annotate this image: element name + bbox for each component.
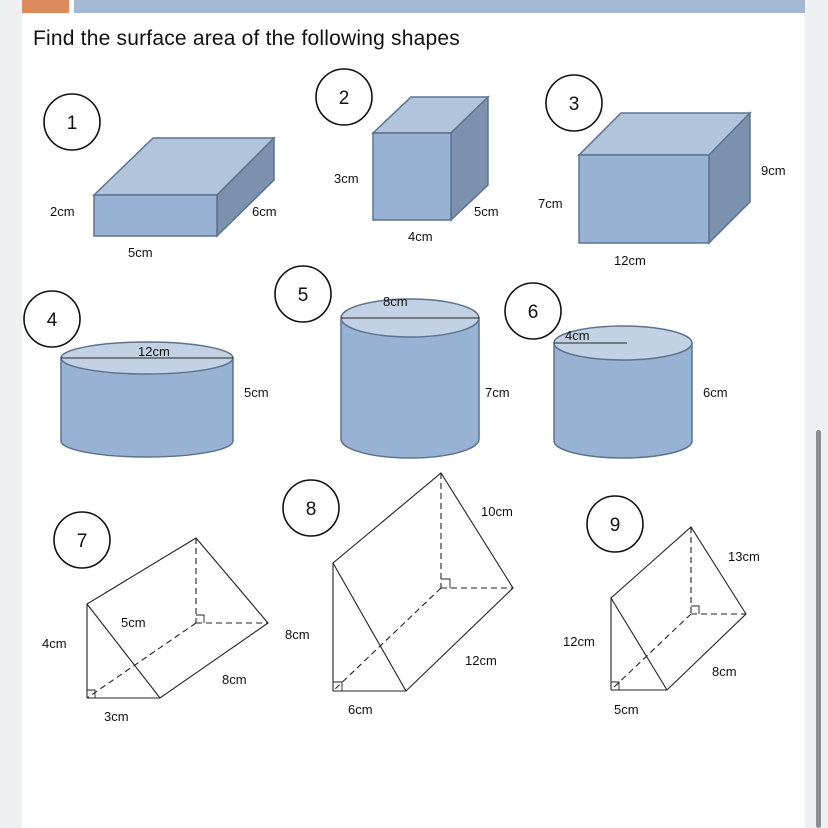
shape-4-height-label: 5cm [244, 385, 269, 400]
shape-3-width-label: 12cm [614, 253, 646, 268]
shape-8-length-label: 12cm [465, 653, 497, 668]
shape-9-base-label: 5cm [614, 702, 639, 717]
shape-8-triangular-prism [283, 473, 513, 717]
shape-2-depth-label: 5cm [474, 204, 499, 219]
shape-2-height-label: 3cm [334, 171, 359, 186]
shape-1-width-label: 5cm [128, 245, 153, 260]
shape-4-cylinder [24, 291, 269, 457]
shape-1-height-label: 2cm [50, 204, 75, 219]
shape-3-depth-label: 9cm [761, 163, 786, 178]
shape-4-diameter-label: 12cm [138, 344, 170, 359]
shape-9-hypotenuse-label: 13cm [728, 549, 760, 564]
shape-2-number: 2 [338, 88, 350, 109]
shape-9-number: 9 [609, 515, 621, 536]
shape-7-height-label: 4cm [42, 636, 67, 651]
shape-5-height-label: 7cm [485, 385, 510, 400]
shape-3-cuboid [538, 75, 786, 268]
shape-1-cuboid [44, 94, 277, 260]
shape-8-base-label: 6cm [348, 702, 373, 717]
shape-1-number: 1 [66, 113, 78, 134]
shape-7-triangular-prism [42, 512, 268, 724]
shape-2-width-label: 4cm [408, 229, 433, 244]
shape-6-radius-label: 4cm [565, 328, 590, 343]
shape-6-height-label: 6cm [703, 385, 728, 400]
shape-7-hypotenuse-label: 5cm [121, 615, 146, 630]
shape-9-length-label: 8cm [712, 664, 737, 679]
shape-3-height-label: 7cm [538, 196, 563, 211]
shape-8-number: 8 [305, 499, 317, 520]
shape-8-hypotenuse-label: 10cm [481, 504, 513, 519]
worksheet-title: Find the surface area of the following shapes [33, 27, 460, 50]
shape-3-number: 3 [568, 94, 580, 115]
shape-7-length-label: 8cm [222, 672, 247, 687]
shape-1-depth-label: 6cm [252, 204, 277, 219]
shape-5-diameter-label: 8cm [383, 294, 408, 309]
shape-4-number: 4 [46, 310, 58, 331]
shape-7-number: 7 [76, 531, 88, 552]
shape-2-cuboid [316, 69, 499, 244]
shape-6-cylinder [505, 283, 728, 458]
shape-9-triangular-prism [563, 496, 760, 717]
shape-6-number: 6 [527, 302, 539, 323]
shape-5-number: 5 [297, 285, 309, 306]
shape-7-base-label: 3cm [104, 709, 129, 724]
shape-8-height-label: 8cm [285, 627, 310, 642]
shape-9-height-label: 12cm [563, 634, 595, 649]
shape-5-cylinder [275, 266, 510, 458]
